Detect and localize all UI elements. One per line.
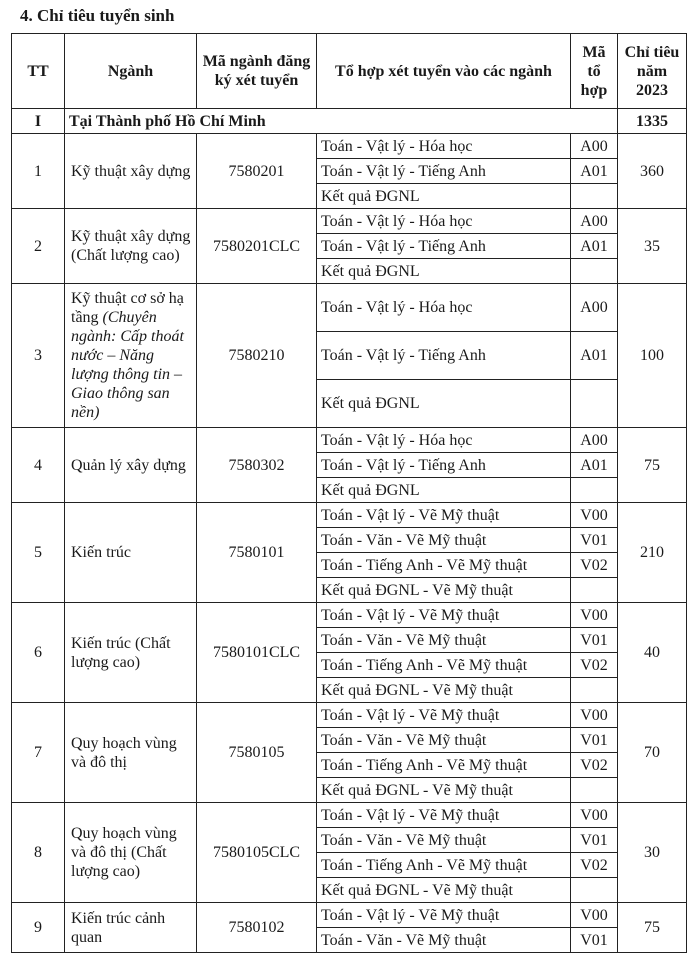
row-tt: 7	[12, 703, 65, 803]
combo-code: V02	[571, 653, 618, 678]
row-tt: 9	[12, 903, 65, 953]
combo-code: A00	[571, 284, 618, 332]
table-row	[12, 703, 687, 728]
section-heading: 4. Chỉ tiêu tuyển sinh	[20, 6, 175, 25]
combo-label: Kết quả ĐGNL - Vẽ Mỹ thuật	[317, 678, 571, 703]
program-name: Kỹ thuật xây dựng (Chất lượng cao)	[71, 228, 191, 264]
program-name-cell	[65, 134, 197, 209]
combo-code	[571, 380, 618, 428]
program-code: 7580210	[197, 284, 317, 428]
row-tt: 4	[12, 428, 65, 503]
program-quota: 75	[618, 428, 687, 503]
program-quota: 30	[618, 803, 687, 903]
program-name: Kỹ thuật xây dựng	[71, 162, 191, 180]
combo-label: Toán - Vật lý - Tiếng Anh	[317, 234, 571, 259]
table-row	[12, 903, 687, 928]
row-tt: 8	[12, 803, 65, 903]
program-code: 7580302	[197, 428, 317, 503]
program-quota: 35	[618, 209, 687, 284]
combo-code: V01	[571, 928, 618, 953]
combo-code: V02	[571, 553, 618, 578]
combo-code	[571, 184, 618, 209]
program-code: 7580201CLC	[197, 209, 317, 284]
combo-label: Toán - Vật lý - Tiếng Anh	[317, 453, 571, 478]
program-name: Kỹ thuật cơ sở hạ tầng	[71, 290, 184, 326]
combo-code: A00	[571, 428, 618, 453]
section-tt: I	[12, 109, 65, 134]
combo-label: Toán - Vật lý - Hóa học	[317, 284, 571, 332]
combo-code: A01	[571, 453, 618, 478]
combo-code: V00	[571, 803, 618, 828]
program-quota: 100	[618, 284, 687, 428]
combo-label: Toán - Tiếng Anh - Vẽ Mỹ thuật	[317, 853, 571, 878]
combo-code: V00	[571, 603, 618, 628]
combo-label: Toán - Vật lý - Tiếng Anh	[317, 332, 571, 380]
table-row	[12, 428, 687, 453]
row-tt: 3	[12, 284, 65, 428]
combo-code	[571, 778, 618, 803]
header-tt: TT	[12, 34, 65, 109]
combo-code: A01	[571, 234, 618, 259]
program-name-cell	[65, 803, 197, 903]
combo-label: Toán - Văn - Vẽ Mỹ thuật	[317, 528, 571, 553]
combo-label: Kết quả ĐGNL	[317, 380, 571, 428]
combo-label: Kết quả ĐGNL	[317, 478, 571, 503]
combo-label: Toán - Văn - Vẽ Mỹ thuật	[317, 728, 571, 753]
program-name-cell	[65, 428, 197, 503]
program-name: Kiến trúc cảnh quan	[71, 909, 166, 946]
combo-label: Kết quả ĐGNL	[317, 184, 571, 209]
combo-label: Toán - Tiếng Anh - Vẽ Mỹ thuật	[317, 753, 571, 778]
combo-code: V01	[571, 528, 618, 553]
program-code: 7580101	[197, 503, 317, 603]
combo-code: A00	[571, 209, 618, 234]
combo-label: Toán - Vật lý - Vẽ Mỹ thuật	[317, 803, 571, 828]
row-tt: 6	[12, 603, 65, 703]
program-name-cell	[65, 903, 197, 953]
section-name: Tại Thành phố Hồ Chí Minh	[65, 109, 618, 134]
combo-code: V01	[571, 628, 618, 653]
combo-code	[571, 578, 618, 603]
combo-label: Toán - Văn - Vẽ Mỹ thuật	[317, 628, 571, 653]
combo-label: Kết quả ĐGNL	[317, 259, 571, 284]
program-name: Quy hoạch vùng và đô thị (Chất lượng cao)	[71, 825, 177, 880]
program-name: Quản lý xây dựng	[71, 456, 186, 474]
program-name-cell	[65, 503, 197, 603]
combo-label: Kết quả ĐGNL - Vẽ Mỹ thuật	[317, 578, 571, 603]
combo-label: Toán - Văn - Vẽ Mỹ thuật	[317, 928, 571, 953]
table-row	[12, 503, 687, 528]
program-quota: 40	[618, 603, 687, 703]
program-quota: 70	[618, 703, 687, 803]
table-row	[12, 134, 687, 159]
program-quota: 75	[618, 903, 687, 953]
combo-code: V02	[571, 753, 618, 778]
header-ma-to-hop: Mã tổ hợp	[571, 34, 618, 109]
program-quota: 210	[618, 503, 687, 603]
table-header-row	[12, 34, 687, 109]
combo-label: Toán - Vật lý - Vẽ Mỹ thuật	[317, 603, 571, 628]
combo-label: Toán - Vật lý - Vẽ Mỹ thuật	[317, 703, 571, 728]
combo-code: V01	[571, 828, 618, 853]
header-chi-tieu: Chỉ tiêu năm 2023	[618, 34, 687, 109]
combo-label: Toán - Văn - Vẽ Mỹ thuật	[317, 828, 571, 853]
combo-code: V00	[571, 903, 618, 928]
table-row	[12, 603, 687, 628]
row-tt: 1	[12, 134, 65, 209]
combo-label: Toán - Vật lý - Vẽ Mỹ thuật	[317, 903, 571, 928]
program-name-cell	[65, 209, 197, 284]
program-code: 7580105CLC	[197, 803, 317, 903]
combo-label: Toán - Vật lý - Vẽ Mỹ thuật	[317, 503, 571, 528]
combo-code: A00	[571, 134, 618, 159]
combo-label: Toán - Tiếng Anh - Vẽ Mỹ thuật	[317, 653, 571, 678]
program-code: 7580105	[197, 703, 317, 803]
combo-label: Toán - Tiếng Anh - Vẽ Mỹ thuật	[317, 553, 571, 578]
combo-code: V00	[571, 703, 618, 728]
program-name-cell	[65, 703, 197, 803]
program-name: Kiến trúc	[71, 544, 131, 561]
section-row	[12, 109, 687, 134]
combo-code: A01	[571, 332, 618, 380]
table-row	[12, 803, 687, 828]
table-row	[12, 284, 687, 332]
combo-code: V01	[571, 728, 618, 753]
combo-label: Toán - Vật lý - Hóa học	[317, 134, 571, 159]
combo-code: V02	[571, 853, 618, 878]
combo-label: Toán - Vật lý - Hóa học	[317, 428, 571, 453]
program-code: 7580102	[197, 903, 317, 953]
program-quota: 360	[618, 134, 687, 209]
program-name: Quy hoạch vùng và đô thị	[71, 734, 177, 771]
header-nganh: Ngành	[65, 34, 197, 109]
program-name-cell	[65, 284, 197, 428]
header-ma-nganh: Mã ngành đăng ký xét tuyển	[197, 34, 317, 109]
combo-label: Kết quả ĐGNL - Vẽ Mỹ thuật	[317, 778, 571, 803]
table-body	[12, 109, 687, 953]
program-note: (Chuyên ngành: Cấp thoát nước – Năng lượng thông tin – Giao thông san nền)	[71, 309, 184, 421]
combo-code: A01	[571, 159, 618, 184]
combo-code	[571, 678, 618, 703]
program-code: 7580101CLC	[197, 603, 317, 703]
program-name-cell	[65, 603, 197, 703]
section-total: 1335	[618, 109, 687, 134]
program-name: Kiến trúc (Chất lượng cao)	[71, 634, 171, 671]
combo-code	[571, 259, 618, 284]
row-tt: 5	[12, 503, 65, 603]
combo-code	[571, 478, 618, 503]
combo-code	[571, 878, 618, 903]
admission-quota-table	[11, 33, 687, 953]
combo-code: V00	[571, 503, 618, 528]
program-code: 7580201	[197, 134, 317, 209]
combo-label: Toán - Vật lý - Tiếng Anh	[317, 159, 571, 184]
combo-label: Toán - Vật lý - Hóa học	[317, 209, 571, 234]
row-tt: 2	[12, 209, 65, 284]
header-to-hop: Tổ hợp xét tuyển vào các ngành	[317, 34, 571, 109]
combo-label: Kết quả ĐGNL - Vẽ Mỹ thuật	[317, 878, 571, 903]
table-row	[12, 209, 687, 234]
